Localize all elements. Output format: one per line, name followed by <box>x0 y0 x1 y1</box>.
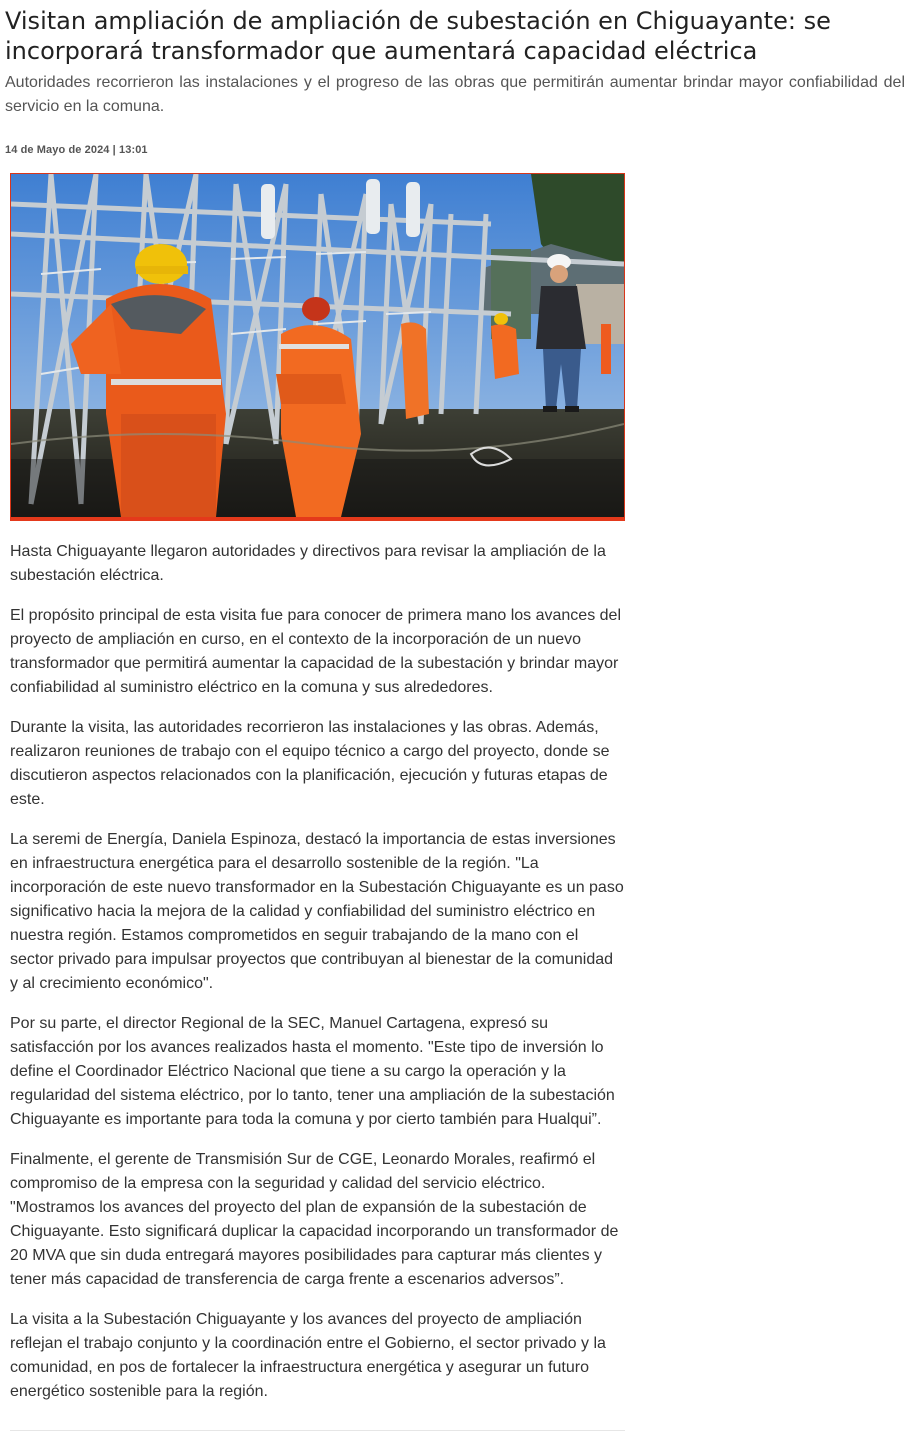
article-paragraph: Durante la visita, las autoridades recorrieron las instalaciones y las obras. Además, realizaron reuniones de trabajo con el equipo técnico a cargo del proyecto, donde se discutieron aspectos relacionados con la planificación, ejecución y futuras etapas de este. <box>10 719 610 808</box>
news-article <box>0 0 914 119</box>
article-photo <box>10 173 625 521</box>
article-paragraph: La visita a la Subestación Chiguayante y los avances del proyecto de ampliación reflejan el trabajo conjunto y la coordinación entre el Gobierno, el sector privado y la comunidad, en pos de fortalecer la infraestructura energética y asegurar un futuro energético sostenible para la región. <box>10 1311 606 1400</box>
article-subtitle: Autoridades recorrieron las instalaciones y el progreso de las obras que permitirán aumentar brindar mayor confiabilidad del servicio en la comuna. <box>5 74 905 115</box>
article-headline: Visitan ampliación de ampliación de subestación en Chiguayante: se incorporará transformador que aumentará capacidad eléctrica <box>5 7 831 65</box>
article-date: 14 de Mayo de 2024 | 13:01 <box>5 144 148 156</box>
article-paragraph: Hasta Chiguayante llegaron autoridades y directivos para revisar la ampliación de la subestación eléctrica. <box>10 543 606 584</box>
divider <box>10 1430 625 1431</box>
article-paragraph: El propósito principal de esta visita fue para conocer de primera mano los avances del proyecto de ampliación en curso, en el contexto de la incorporación de un nuevo transformador que permitirá aumentar la capacidad de la subestación y brindar mayor confiabilidad al suministro eléctrico en la comuna y sus alrededores. <box>10 607 621 696</box>
article-paragraph: Finalmente, el gerente de Transmisión Sur de CGE, Leonardo Morales, reafirmó el compromiso de la empresa con la seguridad y calidad del servicio eléctrico. "Mostramos los avances del proyecto del plan de expansión de la subestación de Chiguayante. Esto significará duplicar la capacidad incorporando un transformador de 20 MVA que sin duda entregará mayores posibilidades para capturar más clientes y tener más capacidad de transferencia de carga frente a escenarios adversos”. <box>10 1151 619 1288</box>
article-body <box>10 540 625 1420</box>
substation-workers-photo <box>11 174 624 517</box>
article-paragraph: Por su parte, el director Regional de la SEC, Manuel Cartagena, expresó su satisfacción por los avances realizados hasta el momento. "Este tipo de inversión lo define el Coordinador Eléctrico Nacional que tiene a su cargo la operación y la regularidad del sistema eléctrico, por lo tanto, tener una ampliación de la subestación Chiguayante es importante para toda la comuna y por cierto también para Hualqui”. <box>10 1015 615 1128</box>
article-paragraph: La seremi de Energía, Daniela Espinoza, destacó la importancia de estas inversiones en infraestructura energética para el desarrollo sostenible de la región. "La incorporación de este nuevo transformador en la Subestación Chiguayante es un paso significativo hacia la mejora de la calidad y confiabilidad del suministro eléctrico en nuestra región. Estamos comprometidos en seguir trabajando de la mano con el sector privado para impulsar proyectos que contribuyan al bienestar de la comunidad y al crecimiento económico". <box>10 831 624 992</box>
